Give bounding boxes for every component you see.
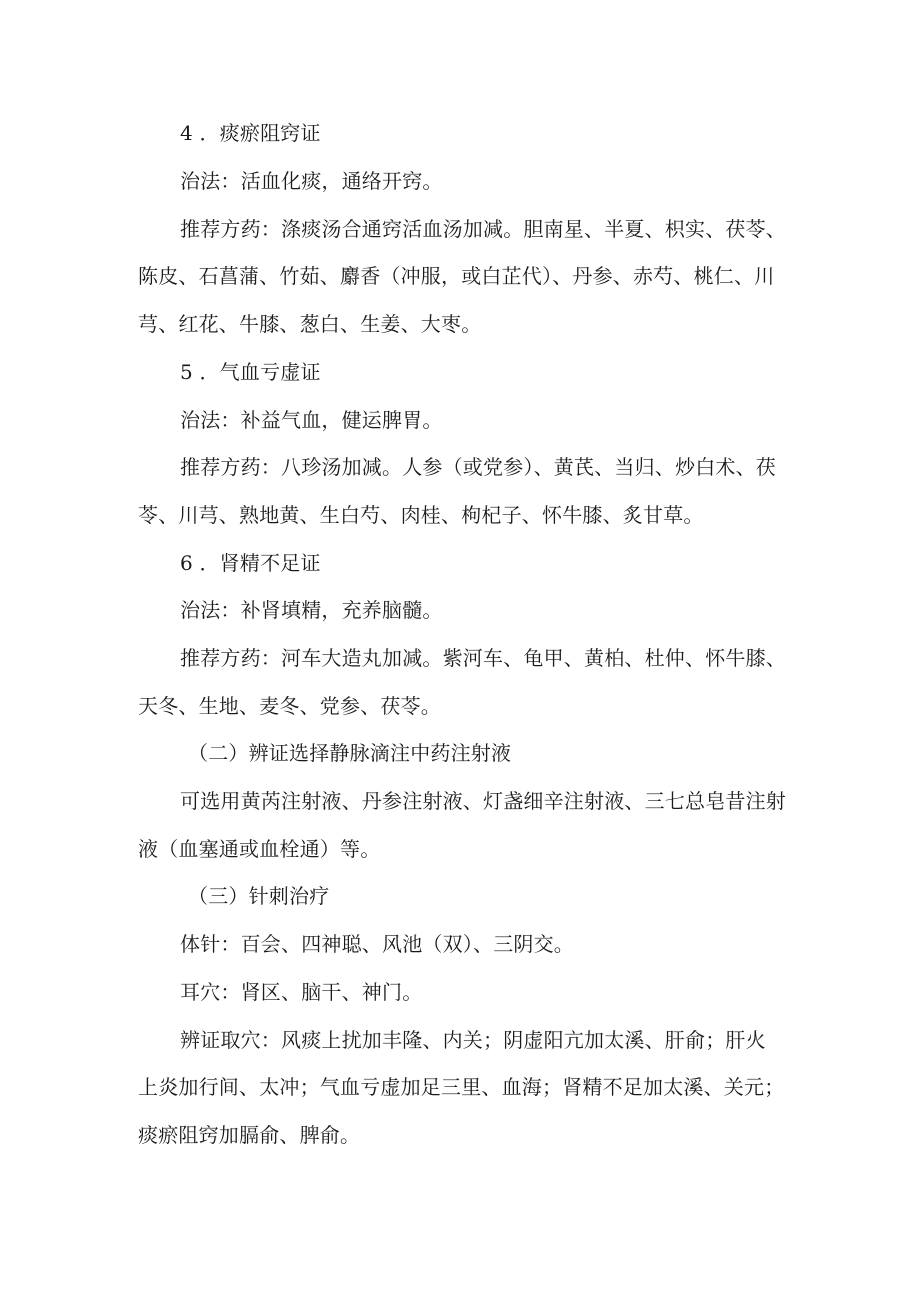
prescription-line-4-3: 芎、红花、牛膝、葱白、生姜、大枣。 <box>138 312 482 336</box>
injection-line-2: 液（血塞通或血栓通）等。 <box>138 837 381 861</box>
syndrome-acupoints-line-2: 上炎加行间、太冲；气血亏虚加足三里、血海；肾精不足加太溪、关元； <box>138 1075 785 1099</box>
section-heading-5: 5 ．气血亏虚证 <box>180 360 321 384</box>
syndrome-acupoints-line-3: 痰瘀阻窍加膈俞、脾俞。 <box>138 1123 361 1147</box>
section-heading-6: 6 ．肾精不足证 <box>180 551 321 575</box>
acupuncture-heading: （三）针刺治疗 <box>188 884 330 908</box>
injection-line-1: 可选用黄芮注射液、丹参注射液、灯盏细辛注射液、三七总皂昔注射 <box>180 789 786 813</box>
section-heading-4: 4 ．痰瘀阻窍证 <box>180 121 321 145</box>
prescription-line-5-2: 苓、川芎、熟地黄、生白芍、肉桂、枸杞子、怀牛膝、炙甘草。 <box>138 503 704 527</box>
treatment-method-5: 治法：补益气血，健运脾胃。 <box>180 408 443 432</box>
ear-acupoints: 耳穴：肾区、脑干、神门。 <box>180 980 423 1004</box>
treatment-method-6: 治法：补肾填精，充养脑髓。 <box>180 598 443 622</box>
syndrome-acupoints-line-1: 辨证取穴：风痰上扰加丰隆、内关；阴虚阳亢加太溪、肝俞；肝火 <box>180 1028 766 1052</box>
prescription-line-6-2: 天冬、生地、麦冬、党参、茯苓。 <box>138 694 441 718</box>
prescription-line-5-1: 推荐方药：八珍汤加减。人参（或党参）、黄芪、当归、炒白术、茯 <box>180 455 776 479</box>
prescription-line-6-1: 推荐方药：河车大造丸加减。紫河车、龟甲、黄柏、杜仲、怀牛膝、 <box>180 646 786 670</box>
prescription-line-4-1: 推荐方药：涤痰汤合通窍活血汤加减。胆南星、半夏、枳实、茯苓、 <box>180 217 786 241</box>
injection-heading: （二）辨证选择静脉滴注中药注射液 <box>188 741 512 765</box>
prescription-line-4-2: 陈皮、石菖蒲、竹茹、麝香（冲服，或白芷代）、丹参、赤芍、桃仁、川 <box>138 264 775 288</box>
body-acupoints: 体针：百会、四神聪、风池（双）、三阴交。 <box>180 932 574 956</box>
treatment-method-4: 治法：活血化痰，通络开窍。 <box>180 169 443 193</box>
